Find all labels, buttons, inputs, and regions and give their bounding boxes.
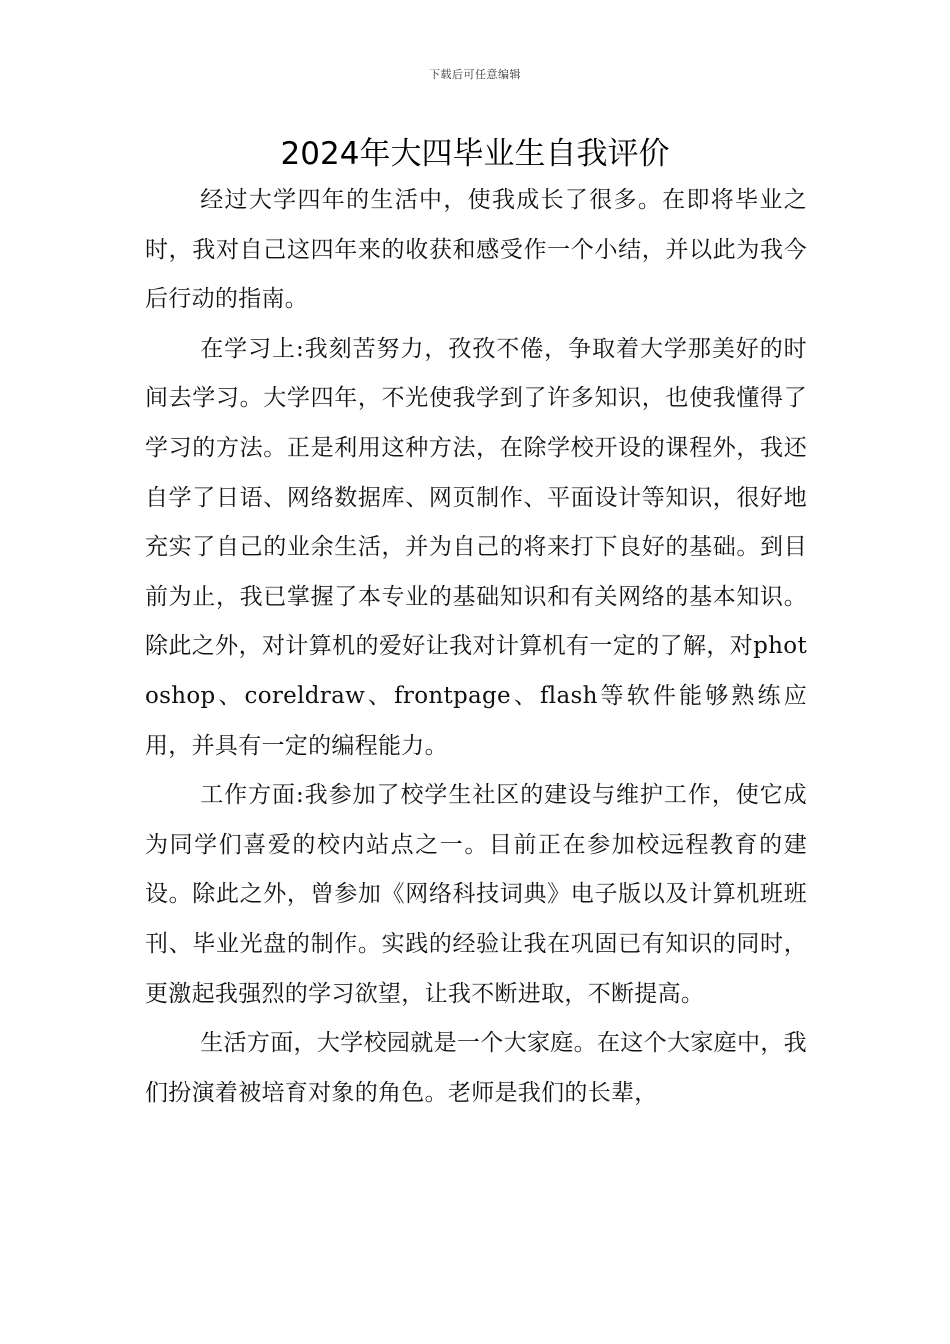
paragraph-study: 在学习上:我刻苦努力，孜孜不倦，争取着大学那美好的时间去学习。大学四年，不光使我学到了许多知识，也使我懂得了学习的方法。正是利用这种方法，在除学校开设的课程外，我还自学了日语、网络数据库、网页制作、平面设计等知识，很好地充实了自己的业余生活，并为自己的将来打下良好的基础。到目前为止，我已掌握了本专业的基础知识和有关网络的基本知识。除此之外，对计算机的爱好让我对计算机有一定的了解，对photoshop、coreldraw、frontpage、flash等软件能够熟练应用，并具有一定的编程能力。 bbox=[145, 335, 807, 759]
document-body bbox=[145, 176, 807, 1118]
paragraph-life: 生活方面，大学校园就是一个大家庭。在这个大家庭中，我们扮演着被培育对象的角色。老师是我们的长辈， bbox=[145, 1030, 807, 1106]
paragraph-intro: 经过大学四年的生活中，使我成长了很多。在即将毕业之时，我对自己这四年来的收获和感受作一个小结，并以此为我今后行动的指南。 bbox=[145, 187, 807, 313]
paragraph-work: 工作方面:我参加了校学生社区的建设与维护工作，使它成为同学们喜爱的校内站点之一。目前正在参加校远程教育的建设。除此之外，曾参加《网络科技词典》电子版以及计算机班班刊、毕业光盘的制作。实践的经验让我在巩固已有知识的同时，更激起我强烈的学习欲望，让我不断进取，不断提高。 bbox=[145, 782, 807, 1007]
document-title: 2024年大四毕业生自我评价 bbox=[280, 136, 670, 172]
header-note: 下载后可任意编辑 bbox=[429, 68, 521, 81]
